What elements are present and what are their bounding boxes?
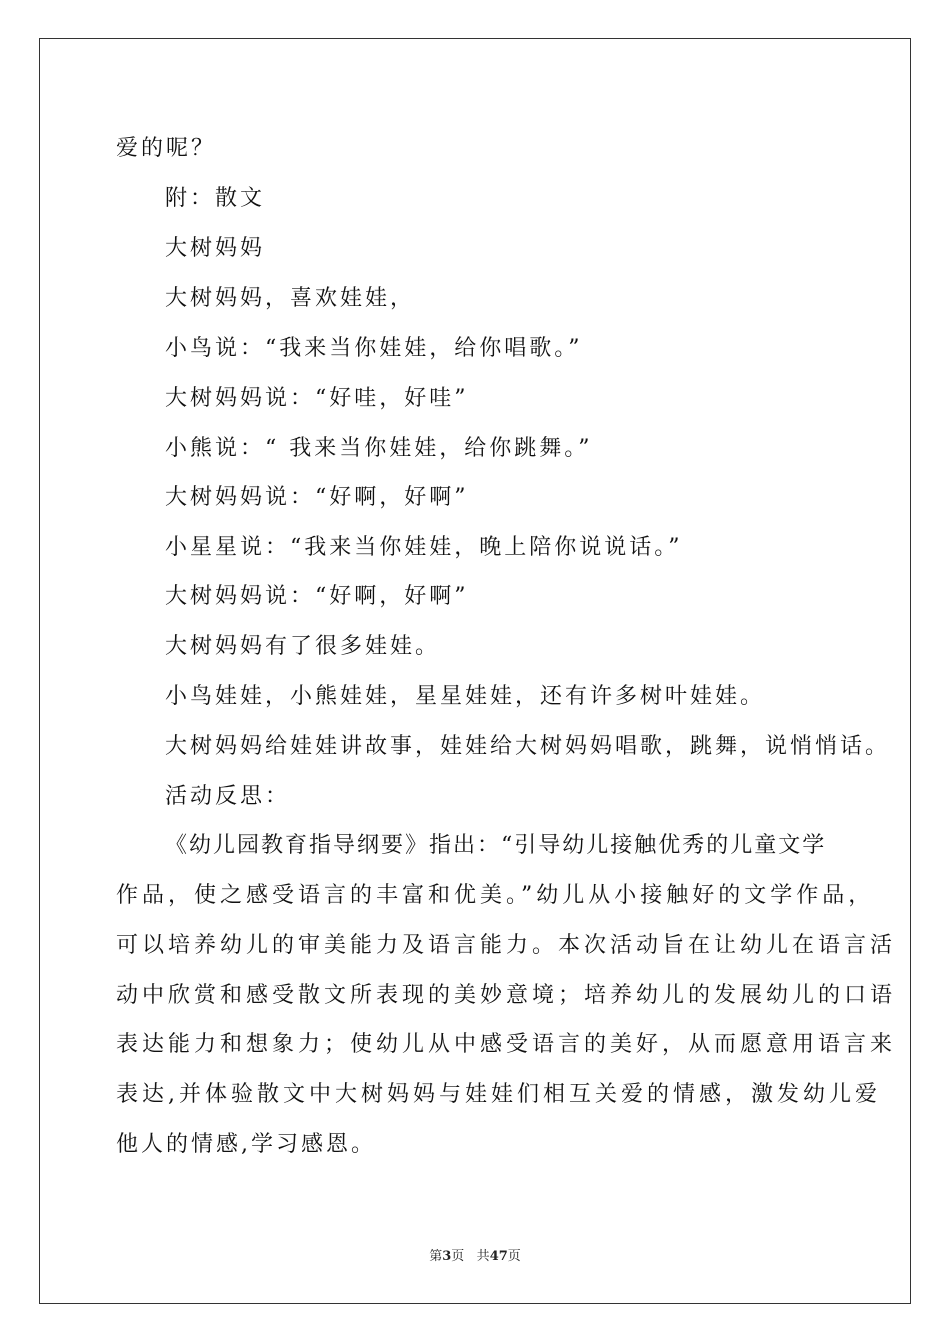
- text-line: 《幼儿园教育指导纲要》指出：“引导幼儿接触优秀的儿童文学: [165, 833, 827, 858]
- text-line: 他人的情感,学习感恩。: [116, 1132, 376, 1157]
- text-line: 大树妈妈说：“好哇，好哇”: [165, 386, 469, 411]
- text-line: 大树妈妈: [165, 236, 266, 261]
- text-line: 大树妈妈给娃娃讲故事，娃娃给大树妈妈唱歌，跳舞，说悄悄话。: [165, 734, 891, 759]
- text-line: 动中欣赏和感受散文所表现的美妙意境；培养幼儿的发展幼儿的口语: [116, 983, 897, 1008]
- page-footer: [0, 1245, 950, 1264]
- total-prefix: 共: [476, 1249, 490, 1264]
- text-line: 活动反思：: [165, 784, 291, 809]
- text-line: 大树妈妈，喜欢娃娃，: [165, 286, 416, 311]
- text-line: 小鸟说：“我来当你娃娃，给你唱歌。”: [165, 336, 583, 361]
- page-prefix: 第: [429, 1249, 443, 1264]
- total-pages: 47: [489, 1249, 508, 1264]
- text-line: 大树妈妈有了很多娃娃。: [165, 634, 441, 659]
- text-line: 大树妈妈说：“好啊，好啊”: [165, 485, 469, 510]
- text-line: 表达能力和想象力；使幼儿从中感受语言的美好，从而愿意用语言来: [116, 1032, 897, 1057]
- text-line: 爱的呢？: [116, 136, 217, 161]
- page-border: [39, 38, 911, 1304]
- page-suffix: 页: [451, 1249, 465, 1264]
- total-suffix: 页: [507, 1249, 521, 1264]
- text-line: 小熊说：“ 我来当你娃娃，给你跳舞。”: [165, 436, 593, 461]
- text-line: 小鸟娃娃，小熊娃娃，星星娃娃，还有许多树叶娃娃。: [165, 684, 766, 709]
- text-line: 附：散文: [165, 186, 266, 211]
- page-number: 3: [442, 1249, 452, 1264]
- text-line: 大树妈妈说：“好啊，好啊”: [165, 584, 469, 609]
- text-line: 作品，使之感受语言的丰富和优美。”幼儿从小接触好的文学作品，: [116, 883, 875, 908]
- text-line: 表达,并体验散文中大树妈妈与娃娃们相互关爱的情感，激发幼儿爱: [116, 1082, 881, 1107]
- text-line: 可以培养幼儿的审美能力及语言能力。本次活动旨在让幼儿在语言活: [116, 933, 897, 958]
- text-line: 小星星说：“我来当你娃娃，晚上陪你说说话。”: [165, 535, 683, 560]
